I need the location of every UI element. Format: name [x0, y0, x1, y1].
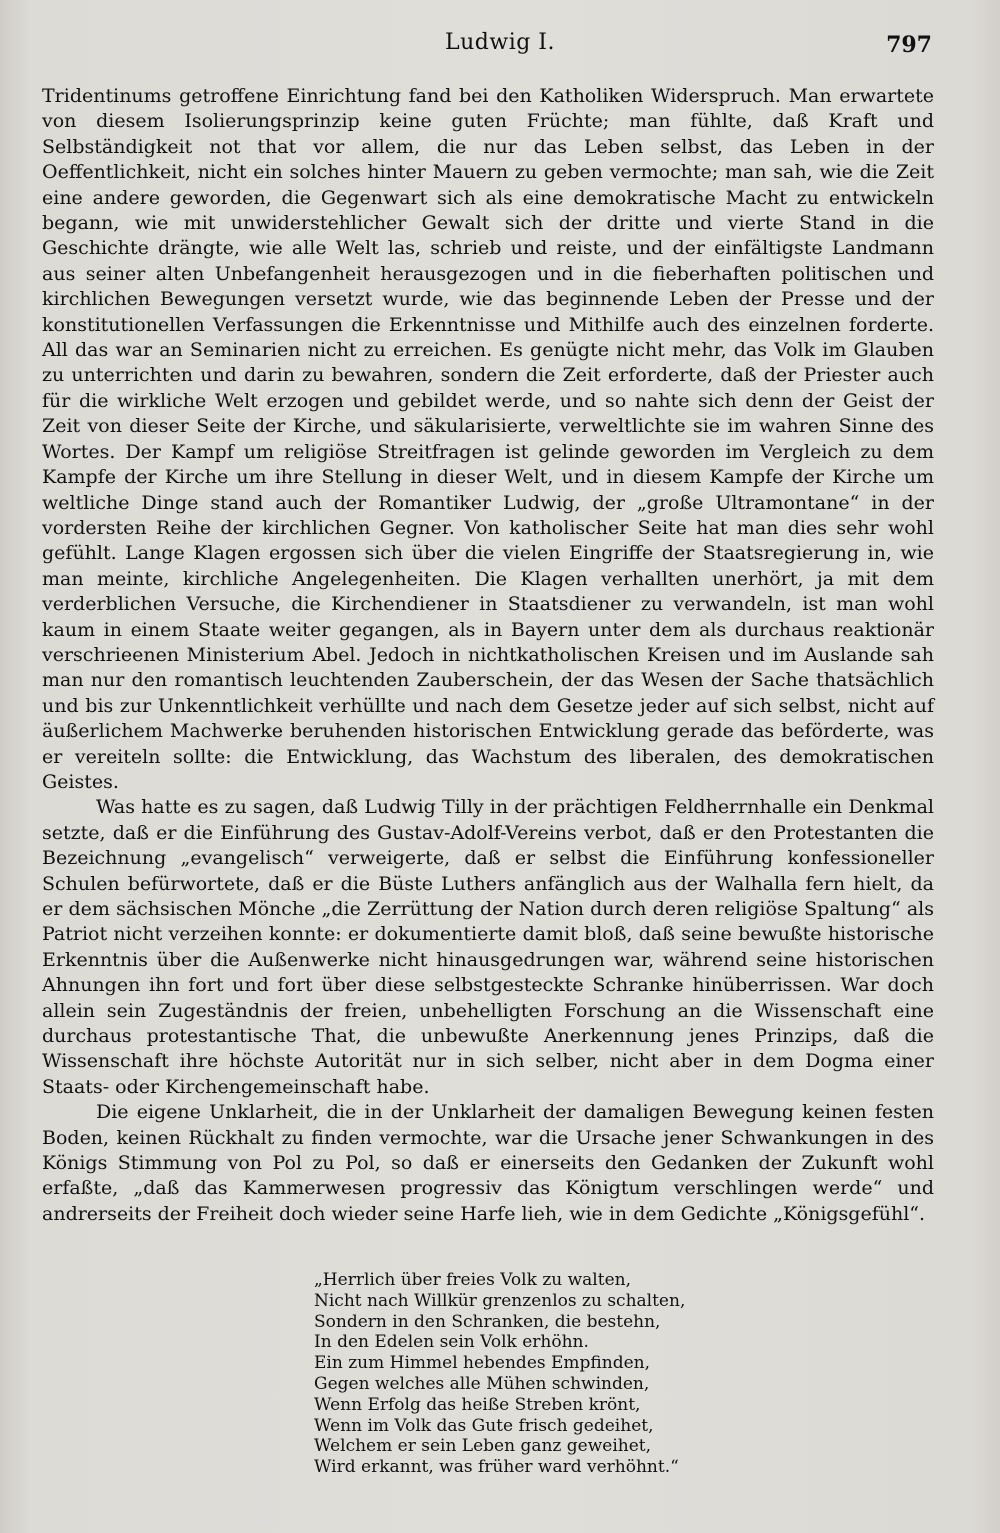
paragraph-2: Was hatte es zu sagen, daß Ludwig Tilly in der prächtigen Feldherrnhalle ein Denkmal setzte, daß er die Einführung des Gustav-Adolf-Vereins verbot, daß er den Protestanten die Bezeichnung „evangelisch“ verweigerte, daß er selbst die Einführung konfessioneller Schulen befürwortete, daß er die Büste Luthers anfänglich aus der Walhalla fern hielt, da er dem sächsischen Mönche „die Zerrüttung der Nation durch deren religiöse Spaltung“ als Patriot nicht verzeihen konnte: er dokumentierte damit bloß, daß seine bewußte historische Erkenntnis über die Außenwerke nicht hinausgedrungen war, während seine historischen Ahnungen ihn fort und fort über diese selbstgesteckte Schranke hinüberrissen. War doch allein sein Zugeständnis der freien, unbehelligten Forschung an die Wissenschaft eine durchaus protestantische That, die unbewußte Anerkennung jenes Prinzips, daß die Wissenschaft ihre höchste Autorität nur in sich selber, nicht aber in dem Dogma einer Staats- oder Kirchengemeinschaft habe.	[42, 796, 934, 1098]
poem-koenigsgefuehl	[314, 1270, 914, 1478]
poem-line: Welchem er sein Leben ganz geweihet,	[314, 1436, 652, 1457]
body-text	[42, 84, 934, 1227]
poem-line: Gegen welches alle Mühen schwinden,	[314, 1373, 650, 1394]
poem-line: Nicht nach Willkür grenzenlos zu schalten,	[314, 1290, 686, 1311]
poem-line: Wenn im Volk das Gute frisch gedeihet,	[314, 1415, 654, 1436]
poem-line: Wird erkannt, was früher ward verhöhnt.“	[314, 1457, 679, 1478]
poem-line: Sondern in den Schranken, die bestehn,	[314, 1311, 661, 1332]
running-title: Ludwig I.	[445, 30, 555, 55]
poem-line: In den Edelen sein Volk erhöhn.	[314, 1332, 589, 1353]
poem-line: „Herrlich über freies Volk zu walten,	[314, 1270, 631, 1290]
poem-line: Ein zum Himmel hebendes Empfinden,	[314, 1353, 650, 1374]
paragraph-3: Die eigene Unklarheit, die in der Unklarheit der damaligen Bewegung keinen festen Boden, keinen Rückhalt zu finden vermochte, war die Ursache jener Schwankungen in des Königs Stimmung von Pol zu Pol, so daß er einerseits den Gedanken der Zukunft wohl erfaßte, „daß das Kammerwesen progressiv das Königtum verschlingen werde“ und andrerseits der Freiheit doch wieder seine Harfe lieh, wie in dem Gedichte „Königsgefühl“.	[42, 1101, 934, 1225]
paragraph-1: Tridentinums getroffene Einrichtung fand bei den Katholiken Widerspruch. Man erwartete von diesem Isolierungsprinzip keine guten Früchte; man fühlte, daß Kraft und Selbständigkeit not that vor allem, die nur das Leben selbst, das Leben in der Oeffentlichkeit, nicht ein solches hinter Mauern zu geben vermochte; man sah, wie die Zeit eine andere geworden, die Gegenwart sich als eine demokratische Macht zu entwickeln begann, wie mit unwiderstehlicher Gewalt sich der dritte und vierte Stand in die Geschichte drängte, wie alle Welt las, schrieb und reiste, und der einfältigste Landmann aus seiner alten Unbefangenheit herausgezogen und in die fieberhaften politischen und kirchlichen Bewegungen versetzt wurde, wie das beginnende Leben der Presse und der konstitutionellen Verfassungen die Erkenntnisse und Mithilfe auch des einzelnen forderte. All das war an Seminarien nicht zu erreichen. Es genügte nicht mehr, das Volk im Glauben zu unterrichten und darin zu bewahren, sondern die Zeit erforderte, daß der Priester auch für die wirkliche Welt erzogen und gebildet werde, und so nahte sich denn der Geist der Zeit von dieser Seite der Kirche, und säkularisierte, verweltlichte sie im wahren Sinne des Wortes. Der Kampf um religiöse Streitfragen ist gelinde geworden im Vergleich zu dem Kampfe der Kirche um ihre Stellung in dieser Welt, und in diesem Kampfe der Kirche um weltliche Dinge stand auch der Romantiker Ludwig, der „große Ultramontane“ in der vordersten Reihe der kirchlichen Gegner. Von katholischer Seite hat man dies sehr wohl gefühlt. Lange Klagen ergossen sich über die vielen Eingriffe der Staatsregierung in, wie man meinte, kirchliche Angelegenheiten. Die Klagen verhallten unerhört, ja mit dem verderblichen Versuche, die Kirchendiener in Staatsdiener zu verwandeln, ist man wohl kaum in einem Staate weiter gegangen, als in Bayern unter dem als durchaus reaktionär verschrieenen Ministerium Abel. Jedoch in nichtkatholischen Kreisen und im Auslande sah man nur den romantisch leuchtenden Zauberschein, der das Wesen der Sache thatsächlich und bis zur Unkenntlichkeit verhüllte und nach dem Gesetze jeder auf sich selbst, nicht auf äußerlichem Machwerke beruhenden historischen Entwicklung gerade das beförderte, was er vereiteln sollte: die Entwicklung, das Wachstum des liberalen, des demokratischen Geistes.	[42, 85, 934, 793]
page-number: 797	[886, 32, 932, 58]
poem-line: Wenn Erfolg das heiße Streben krönt,	[314, 1394, 641, 1415]
